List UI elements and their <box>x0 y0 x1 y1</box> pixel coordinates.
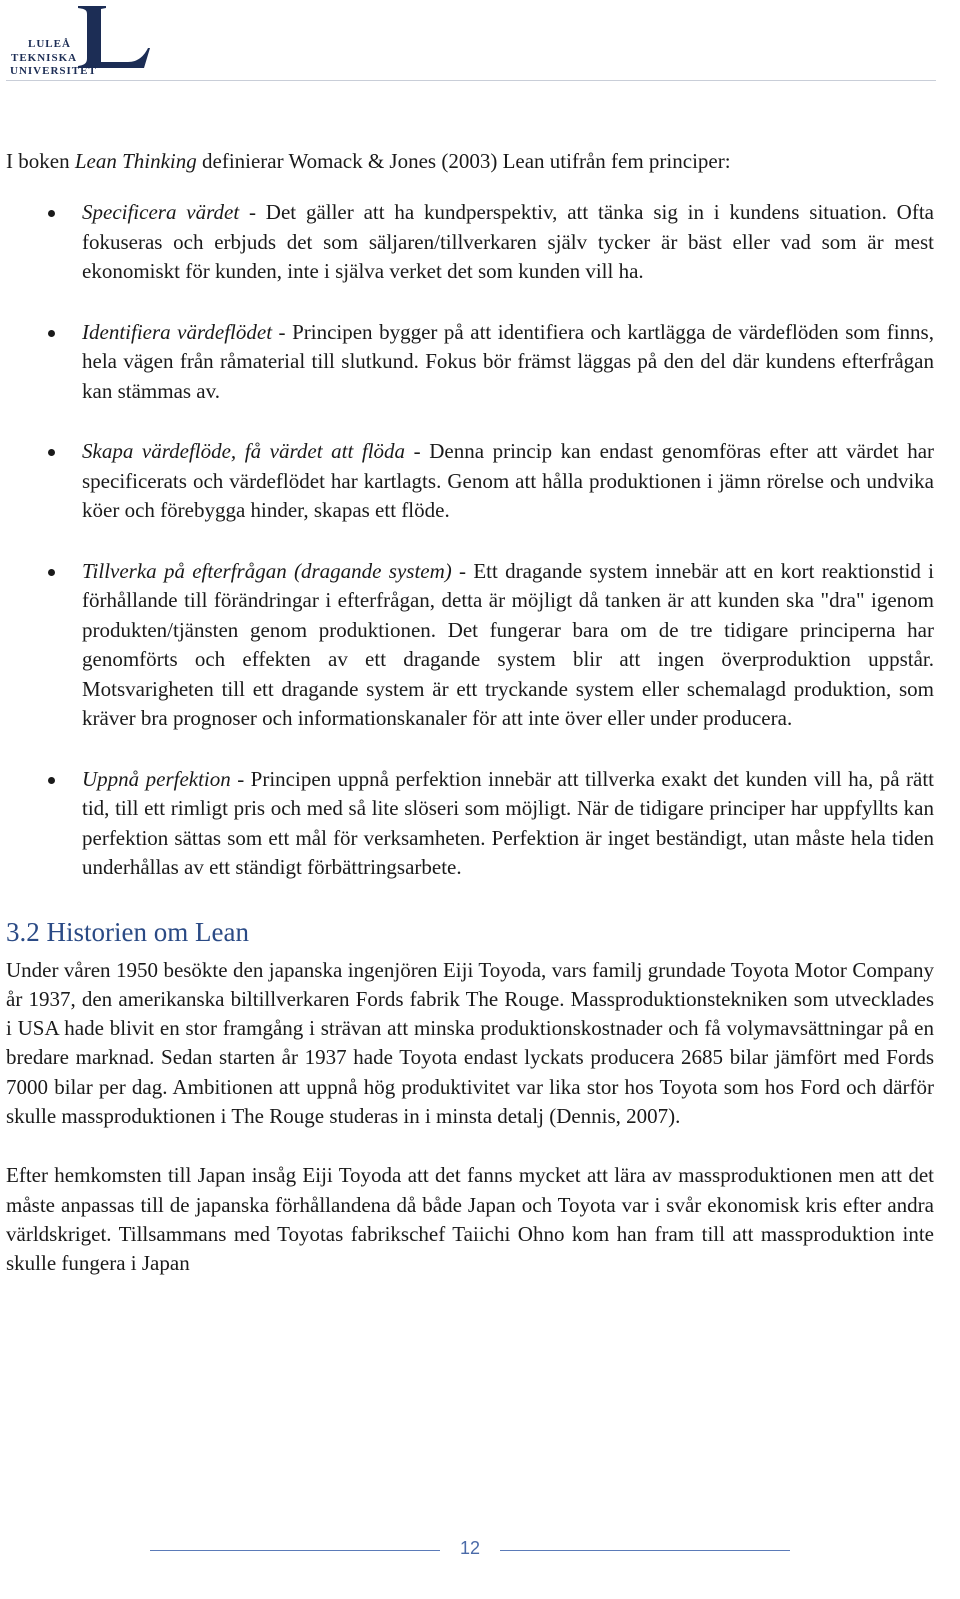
list-item <box>6 765 934 883</box>
list-item <box>6 318 934 407</box>
university-logo <box>8 2 158 82</box>
logo-line-3: UNIVERSITET <box>10 65 97 77</box>
page-number: 12 <box>459 1538 481 1558</box>
list-item <box>6 557 934 734</box>
logo-line-2: TEKNISKA <box>11 52 78 64</box>
principle-text: - Principen uppnå perfektion innebär att tillverka exakt det kunden vill ha, på rätt tid, till ett rimligt pris och med så lite slöseri som möjligt. När de tidigare principer har uppfyllts kan perfektion sättas som ett mål för verksamheten. Perfektion är inget beständigt, utan måste hela tiden underhållas av ett ständigt förbättringsarbete. <box>82 766 934 879</box>
body-paragraph: Efter hemkomsten till Japan insåg Eiji Toyoda att det fanns mycket att lära av massproduktionen men att det måste anpassas till de japanska förhållandena då både Japan och Toyota var i svår ekonomisk kris efter andra världskriget. Tillsammans med Toyotas fabrikschef Taiichi Ohno kom han fram till att massproduktion inte skulle fungera i Japan <box>6 1163 934 1276</box>
intro-suffix: definierar Womack & Jones (2003) Lean utifrån fem principer: <box>196 149 731 173</box>
intro-paragraph <box>6 146 934 176</box>
principle-term: Uppnå perfektion <box>82 766 231 791</box>
principles-list <box>6 198 934 883</box>
principle-term: Tillverka på efterfrågan (dragande system) <box>82 558 452 583</box>
logo-line-1: LULEÅ <box>28 38 71 50</box>
bullet-icon <box>48 777 55 784</box>
list-item <box>6 198 934 287</box>
document-body <box>6 146 934 1308</box>
bullet-icon <box>48 569 55 576</box>
bullet-icon <box>48 449 55 456</box>
book-title: Lean Thinking <box>74 149 197 173</box>
intro-prefix: I boken <box>6 149 75 173</box>
list-item <box>6 437 934 526</box>
principle-text: - Principen bygger på att identifiera och kartlägga de värdeflöden som finns, hela vägen från råmaterial till slutkund. Fokus bör främst läggas på den del där kundens efterfrågan kan stämmas av. <box>82 319 934 403</box>
principle-term: Specificera värdet <box>82 200 240 224</box>
section-heading: 3.2 Historien om Lean <box>6 916 249 947</box>
principle-term: Skapa värdeflöde, få värdet att flöda <box>82 439 406 463</box>
principle-term: Identifiera värdeflödet <box>82 319 273 344</box>
bullet-icon <box>48 210 55 217</box>
principle-text: - Ett dragande system innebär att en kort reaktionstid i förhållande till förändringar i efterfrågan, detta är möjligt då tanken är att kunden ska "dra" igenom produkten/tjänsten genom produktionen. Det fungerar bara om de tre tidigare principerna har genomförts och effekten av ett dragande system blir att ingen överproduktion uppstår. Motsvarigheten till ett dragande system är ett tryckande system eller schemalagd produktion, som kräver bra prognoser och informationskanaler för att inte över eller under producera. <box>82 558 934 730</box>
footer-rule-left <box>150 1550 440 1551</box>
principle-text: - Det gäller att ha kundperspektiv, att tänka sig in i kundens situation. Ofta fokuseras och erbjuds det som säljaren/tillverkaren själv tycker är bäst eller vad som är mest ekonomiskt för kunden, inte i själva verket det som kunden vill ha. <box>82 200 934 283</box>
body-paragraph: Under våren 1950 besökte den japanska ingenjören Eiji Toyoda, vars familj grundade Toyota Motor Company år 1937, den amerikanska biltillverkaren Fords fabrik The Rouge. Massproduktionstekniken som utvecklades i USA hade blivit en stor framgång i strävan att minska produktionskostnader och få volymavsättningar på en bredare marknad. Sedan starten år 1937 hade Toyota endast lyckats producera 2685 bilar jämfört med Fords 7000 bilar per dag. Ambitionen att uppnå hög produktivitet var lika stor hos Toyota som hos Ford och därför skulle massproduktionen i The Rouge studeras in i minsta detalj (Dennis, 2007). <box>6 957 934 1128</box>
footer-rule-right <box>500 1550 790 1551</box>
principle-text: - Denna princip kan endast genomföras efter att värdet har specificerats och värdeflödet har kartlagts. Genom att hålla produktionen i jämn rörelse och undvika köer och förebygga hinder, skapas ett flöde. <box>82 439 935 522</box>
bullet-icon <box>48 330 55 337</box>
header-rule <box>6 80 936 81</box>
page-footer <box>0 1535 960 1565</box>
